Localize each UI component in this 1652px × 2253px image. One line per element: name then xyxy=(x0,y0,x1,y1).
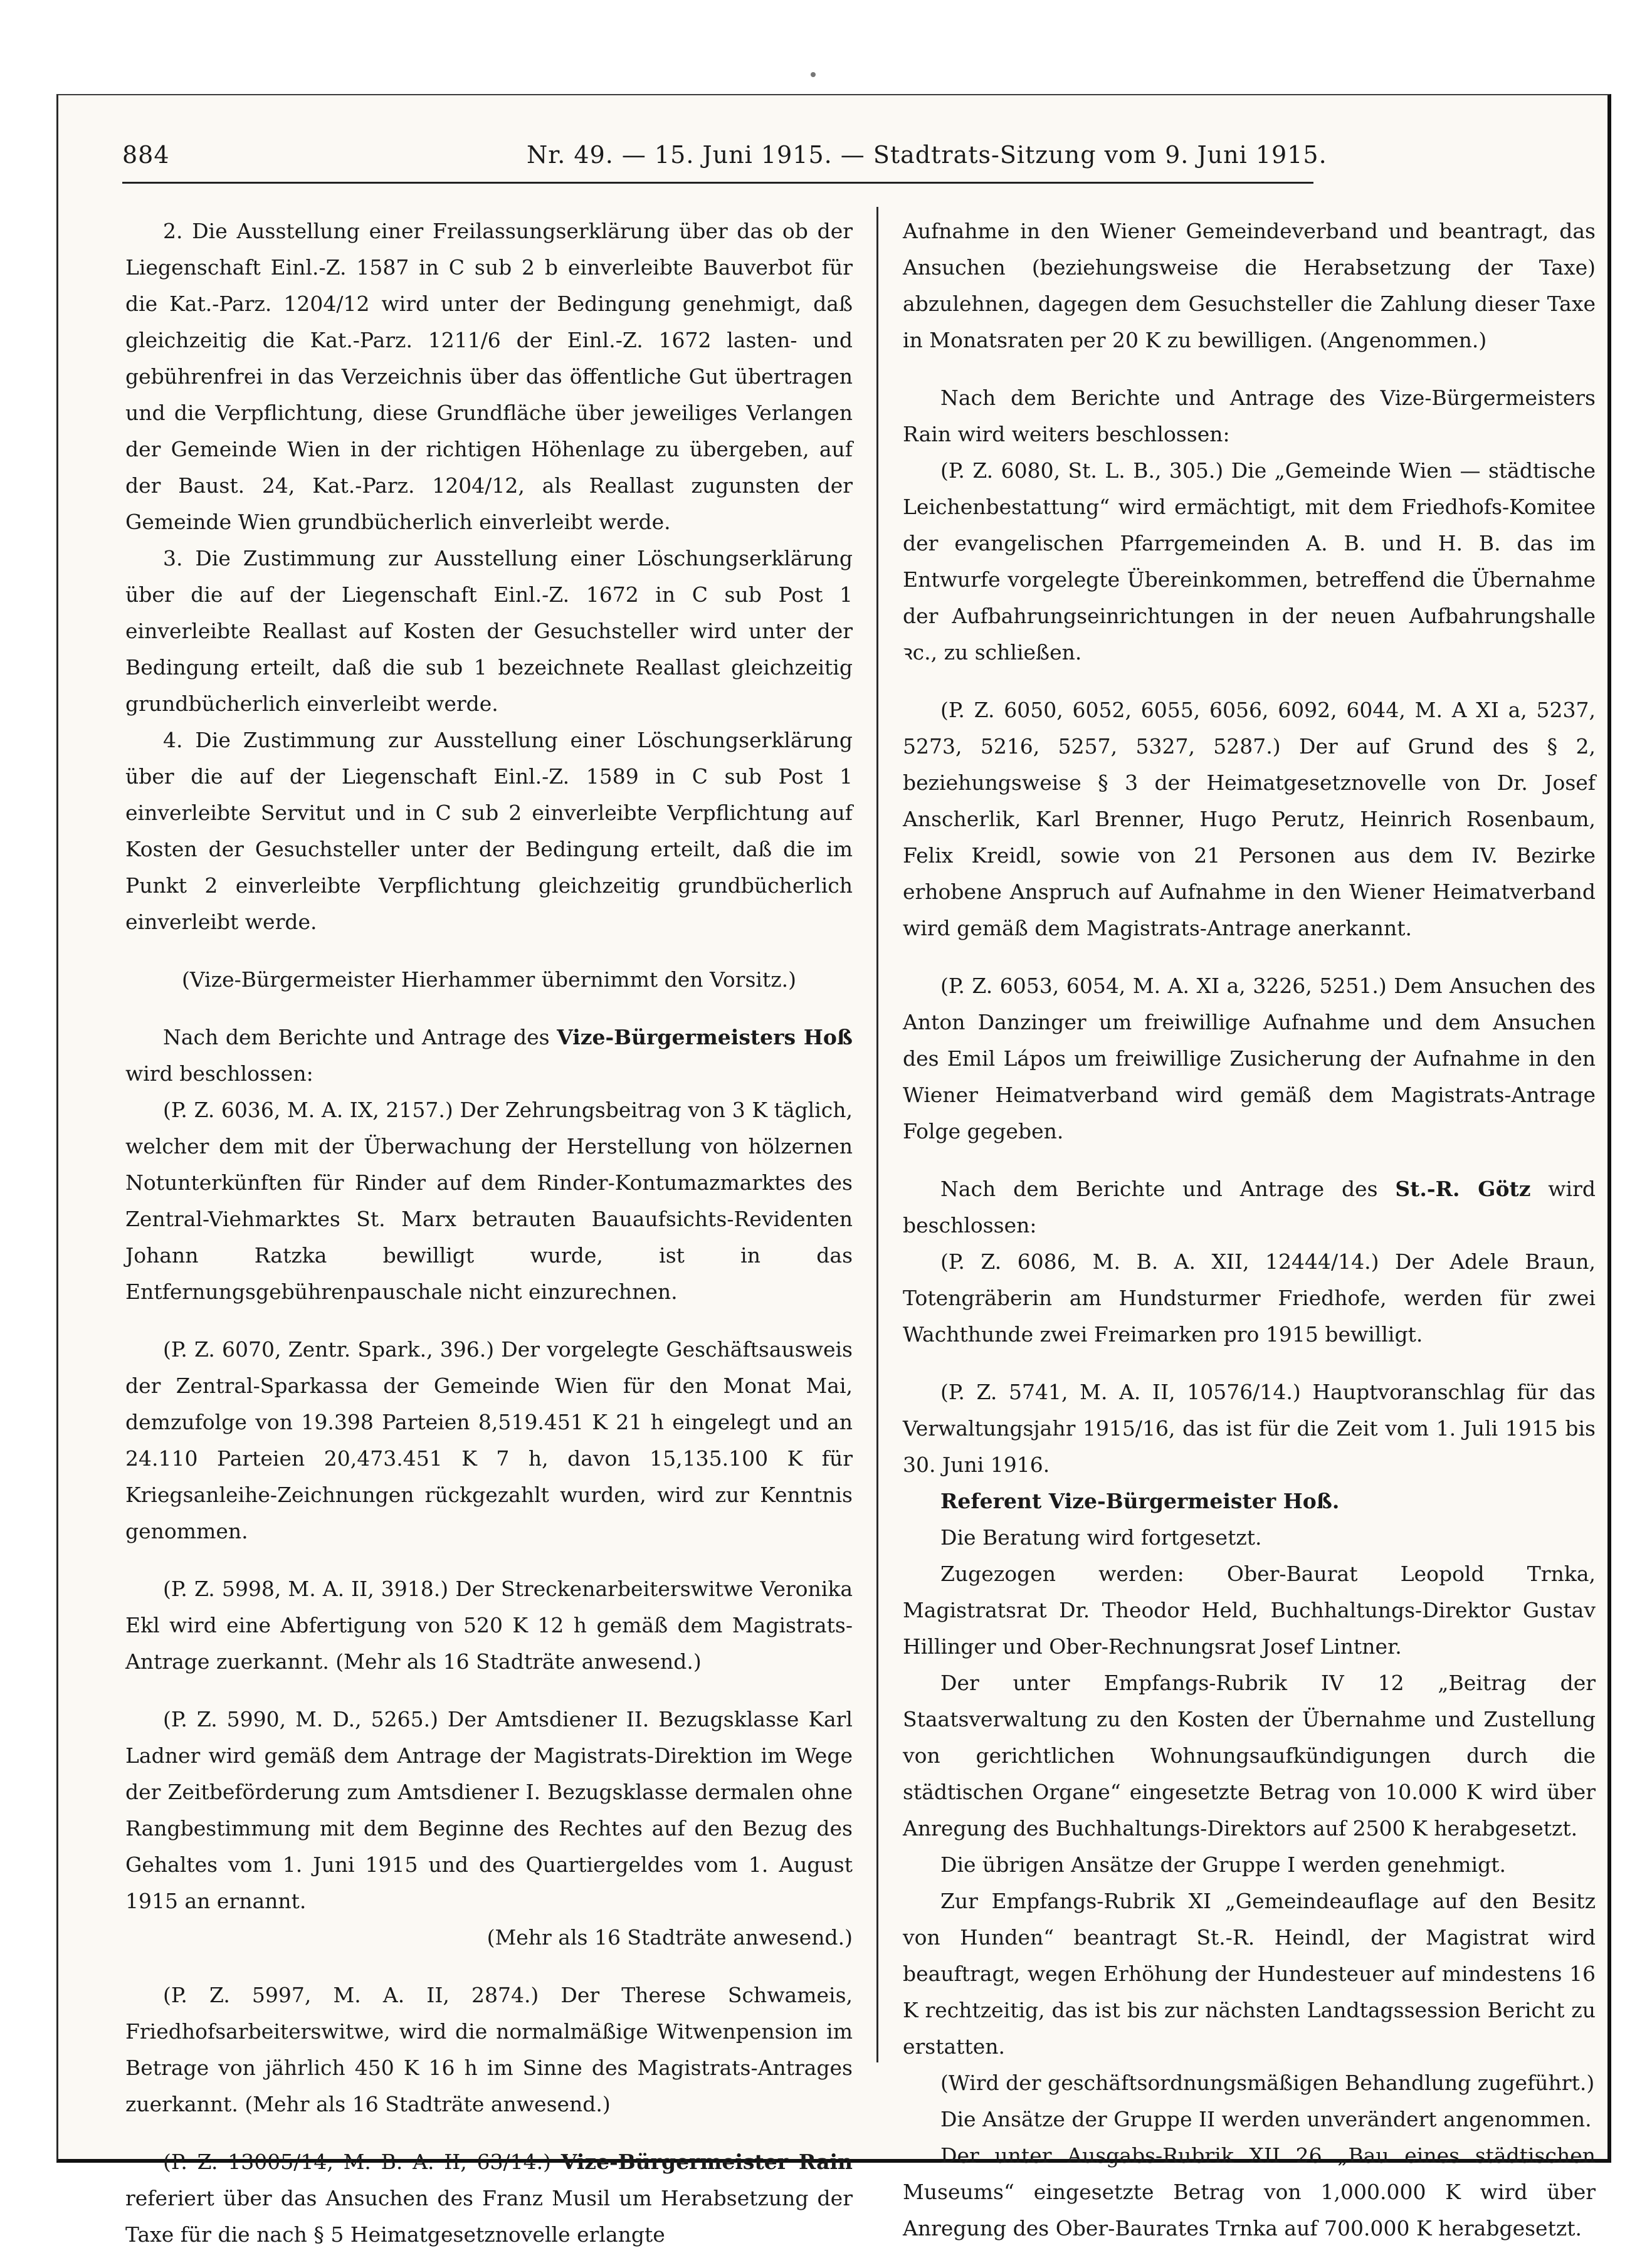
paragraph-rubrik-iv-12: Der unter Empfangs-Rubrik IV 12 „Beitrag der Staatsverwaltung zu den Kosten der Übernahme und Zustellung von gerichtlichen Wohnungsaufkündigungen durch die städtischen Organe“ eingesetzte Betrag von 10.000 K wird über Anregung des Buchhaltungs-Direktors auf 2500 K herabgesetzt. xyxy=(903,1671,1596,1841)
page-number: 884 xyxy=(122,141,170,169)
paragraph-leichenbestattung: (P. Z. 6080, St. L. B., 305.) Die „Gemeinde Wien — städtische Leichenbestattung“ wird ermächtigt, mit dem Friedhofs-Komitee der evangelischen Pfarrgemeinden A. B. und H. B. das im Entwurfe vorgelegte Übereinkommen, betreffend die Übernahme der Aufbahrungseinrichtungen in der neuen Aufbahrungshalle ꝛc., zu schließen. xyxy=(903,458,1596,664)
paragraph-museum: Der unter Ausgabs-Rubrik XII 26 „Bau eines städtischen Museums“ eingesetzte Betrag von 1,000.000 K wird über Anregung des Ober-Baurates Trnka auf 700.000 K herabgesetzt. xyxy=(903,2143,1596,2240)
intro-goetz-a: Nach dem Berichte und Antrage des xyxy=(940,1177,1396,1201)
musil-referent: Vize-Bürgermeister Rain xyxy=(560,2150,853,2174)
paragraph-gruppe-i: Die übrigen Ansätze der Gruppe I werden genehmigt. xyxy=(940,1852,1506,1877)
paragraph-intro-rain: Nach dem Berichte und Antrage des Vize-Bürgermeisters Rain wird weiters beschlossen: xyxy=(903,386,1596,446)
paragraph-braun: (P. Z. 6086, M. B. A. XII, 12444/14.) Der Adele Braun, Totengräberin am Hundsturmer Friedhofe, werden für zwei Wachthunde zwei Freimarken pro 1915 bewilligt. xyxy=(903,1249,1596,1347)
paragraph-zugezogen: Zugezogen werden: Ober-Baurat Leopold Trnka, Magistratsrat Dr. Theodor Held, Buchhaltungs-Direktor Gustav Hillinger und Ober-Rechnungsrat Josef Lintner. xyxy=(903,1562,1596,1659)
musil-ref: (P. Z. 13005/14, M. B. A. II, 63/14.) xyxy=(163,2150,561,2174)
paragraph-hauptvoranschlag: (P. Z. 5741, M. A. II, 10576/14.) Hauptvoranschlag für das Verwaltungsjahr 1915/16, das ist für die Zeit vom 1. Juli 1915 bis 30. Juni 1916. xyxy=(903,1380,1596,1477)
paragraph-intro-goetz xyxy=(903,1171,1596,1244)
paragraph-danzinger: (P. Z. 6053, 6054, M. A. XI a, 3226, 5251.) Dem Ansuchen des Anton Danzinger um freiwillige Aufnahme und dem Ansuchen des Emil Lápos um freiwillige Zusicherung der Aufnahme in den Wiener Heimatverband wird gemäß dem Magistrats-Antrage Folge gegeben. xyxy=(903,974,1596,1143)
header-title: Nr. 49. — 15. Juni 1915. — Stadtrats-Sitzung vom 9. Juni 1915. xyxy=(527,141,1327,169)
musil-text: referiert über das Ansuchen des Franz Musil um Herabsetzung der Taxe für die nach § 5 Heimatgesetznovelle erlangte xyxy=(125,2186,853,2247)
paragraph-loeschung-1589: 4. Die Zustimmung zur Ausstellung einer Löschungserklärung über die auf der Liegenschaft Einl.-Z. 1589 in C sub Post 1 einverleibte Servitut und in C sub 2 einverleibte Verpflichtung auf Kosten der Gesuchsteller unter der Bedingung erteilt, daß die im Punkt 2 einverleibte Verpflichtung gleichzeitig grundbücherlich einverleibt werde. xyxy=(125,728,853,934)
paragraph-intro-hoss xyxy=(125,1019,853,1092)
intro-goetz-name: St.-R. Götz xyxy=(1395,1177,1531,1201)
intro-hoss-c: wird beschlossen: xyxy=(125,1061,313,1086)
paragraph-zehrungsbeitrag: (P. Z. 6036, M. A. IX, 2157.) Der Zehrungsbeitrag von 3 K täglich, welcher dem mit der Überwachung der Herstellung von hölzernen Notunterkünften für Rinder auf dem Rinder-Kontumazmarktes des Zentral-Viehmarktes St. Marx betrauten Bauaufsichts-Revidenten Johann Ratzka bewilligt wurde, ist in das Entfernungsgebührenpauschale nicht einzurechnen. xyxy=(125,1098,853,1304)
paragraph-freilassung: 2. Die Ausstellung einer Freilassungserklärung über das ob der Liegenschaft Einl.-Z. 1587 in C sub 2 b einverleibte Bauverbot für die Kat.-Parz. 1204/12 wird unter der Bedingung genehmigt, daß gleichzeitig die Kat.-Parz. 1211/6 der Einl.-Z. 1672 lasten- und gebührenfrei in das Verzeichnis über das öffentliche Gut übertragen und die Verpflichtung, diese Grundfläche über jeweiliges Verlangen der Gemeinde Wien in der richtigen Höhenlage zu übergeben, auf der Baust. 24, Kat.-Parz. 1204/12, als Reallast zugunsten der Gemeinde Wien grundbücherlich einverleibt werde. xyxy=(125,219,853,534)
paragraph-ladner: (P. Z. 5990, M. D., 5265.) Der Amtsdiener II. Bezugsklasse Karl Ladner wird gemäß dem Antrage der Magistrats-Direktion im Wege der Zeitbeförderung zum Amtsdiener I. Bezugsklasse dermalen ohne Rangbestimmung mit dem Beginne des Rechtes auf den Bezug des Gehaltes vom 1. Juni 1915 und des Quartiergeldes vom 1. August 1915 an ernannt. xyxy=(125,1707,853,1913)
paragraph-behandlung: (Wird der geschäftsordnungsmäßigen Behandlung zugeführt.) xyxy=(940,2071,1595,2095)
header-rule xyxy=(122,182,1313,184)
paragraph-referent: Referent Vize-Bürgermeister Hoß. xyxy=(940,1489,1340,1513)
paragraph-vorsitz: (Vize-Bürgermeister Hierhammer übernimmt den Vorsitz.) xyxy=(182,967,796,992)
paragraph-musil xyxy=(125,2144,853,2253)
intro-hoss-a: Nach dem Berichte und Antrage des xyxy=(163,1025,557,1049)
right-column xyxy=(903,213,1596,2247)
paragraph-ladner-note: (Mehr als 16 Stadträte anwesend.) xyxy=(487,1925,853,1950)
intro-hoss-name: Vize-Bürgermeisters Hoß xyxy=(557,1025,853,1049)
ink-speck xyxy=(811,72,816,77)
intro-goetz-c: wird beschlossen: xyxy=(903,1177,1596,1237)
paragraph-gruppe-ii: Die Ansätze der Gruppe II werden unverändert angenommen. xyxy=(940,2107,1592,2131)
left-column xyxy=(125,213,853,2253)
paragraph-ekl: (P. Z. 5998, M. A. II, 3918.) Der Streckenarbeiterswitwe Veronika Ekl wird eine Abfertigung von 520 K 12 h gemäß dem Magistrats-Antrage zuerkannt. (Mehr als 16 Stadträte anwesend.) xyxy=(125,1577,853,1674)
paragraph-beratung: Die Beratung wird fortgesetzt. xyxy=(940,1525,1262,1550)
column-divider xyxy=(876,207,878,2062)
paragraph-sparkassa: (P. Z. 6070, Zentr. Spark., 396.) Der vorgelegte Geschäftsausweis der Zentral-Sparkassa der Gemeinde Wien für den Monat Mai, demzufolge von 19.398 Parteien 8,519.451 K 21 h eingelegt und an 24.110 Parteien 20,473.451 K 7 h, davon 15,135.100 K für Kriegsanleihe-Zeichnungen rückgezahlt wurden, wird zur Kenntnis genommen. xyxy=(125,1337,853,1543)
paragraph-musil-continued: Aufnahme in den Wiener Gemeindeverband und beantragt, das Ansuchen (beziehungsweise die Herabsetzung der Taxe) abzulehnen, dagegen dem Gesuchsteller die Zahlung dieser Taxe in Monatsraten per 20 K zu bewilligen. (Angenommen.) xyxy=(903,219,1596,352)
paragraph-loeschung-1672: 3. Die Zustimmung zur Ausstellung einer Löschungserklärung über die auf der Liegenschaft Einl.-Z. 1672 in C sub Post 1 einverleibte Reallast auf Kosten der Gesuchsteller wird unter der Bedingung erteilt, daß die sub 1 bezeichnete Reallast gleichzeitig grundbücherlich einverleibt werde. xyxy=(125,546,853,716)
paragraph-rubrik-xi: Zur Empfangs-Rubrik XI „Gemeindeauflage auf den Besitz von Hunden“ beantragt St.-R. Heindl, der Magistrat wird beauftragt, wegen Erhöhung der Hundesteuer auf mindestens 16 K rechtzeitig, das ist bis zur nächsten Landtagssession Bericht zu erstatten. xyxy=(903,1889,1596,2059)
page-header xyxy=(122,141,1327,179)
paragraph-schwameis: (P. Z. 5997, M. A. II, 2874.) Der Therese Schwameis, Friedhofsarbeiterswitwe, wird die normalmäßige Witwenpension im Betrage von jährlich 450 K 16 h im Sinne des Magistrats-Antrages zuerkannt. (Mehr als 16 Stadträte anwesend.) xyxy=(125,1983,853,2116)
paragraph-heimatgesetz: (P. Z. 6050, 6052, 6055, 6056, 6092, 6044, M. A XI a, 5237, 5273, 5216, 5257, 5327, 5287.) Der auf Grund des § 2, beziehungsweise § 3 der Heimatgesetznovelle von Dr. Josef Anscherlik, Karl Brenner, Hugo Perutz, Heinrich Rosenbaum, Felix Kreidl, sowie von 21 Personen aus dem IV. Bezirke erhobene Anspruch auf Aufnahme in den Wiener Heimatverband wird gemäß dem Magistrats-Antrage anerkannt. xyxy=(903,698,1596,940)
